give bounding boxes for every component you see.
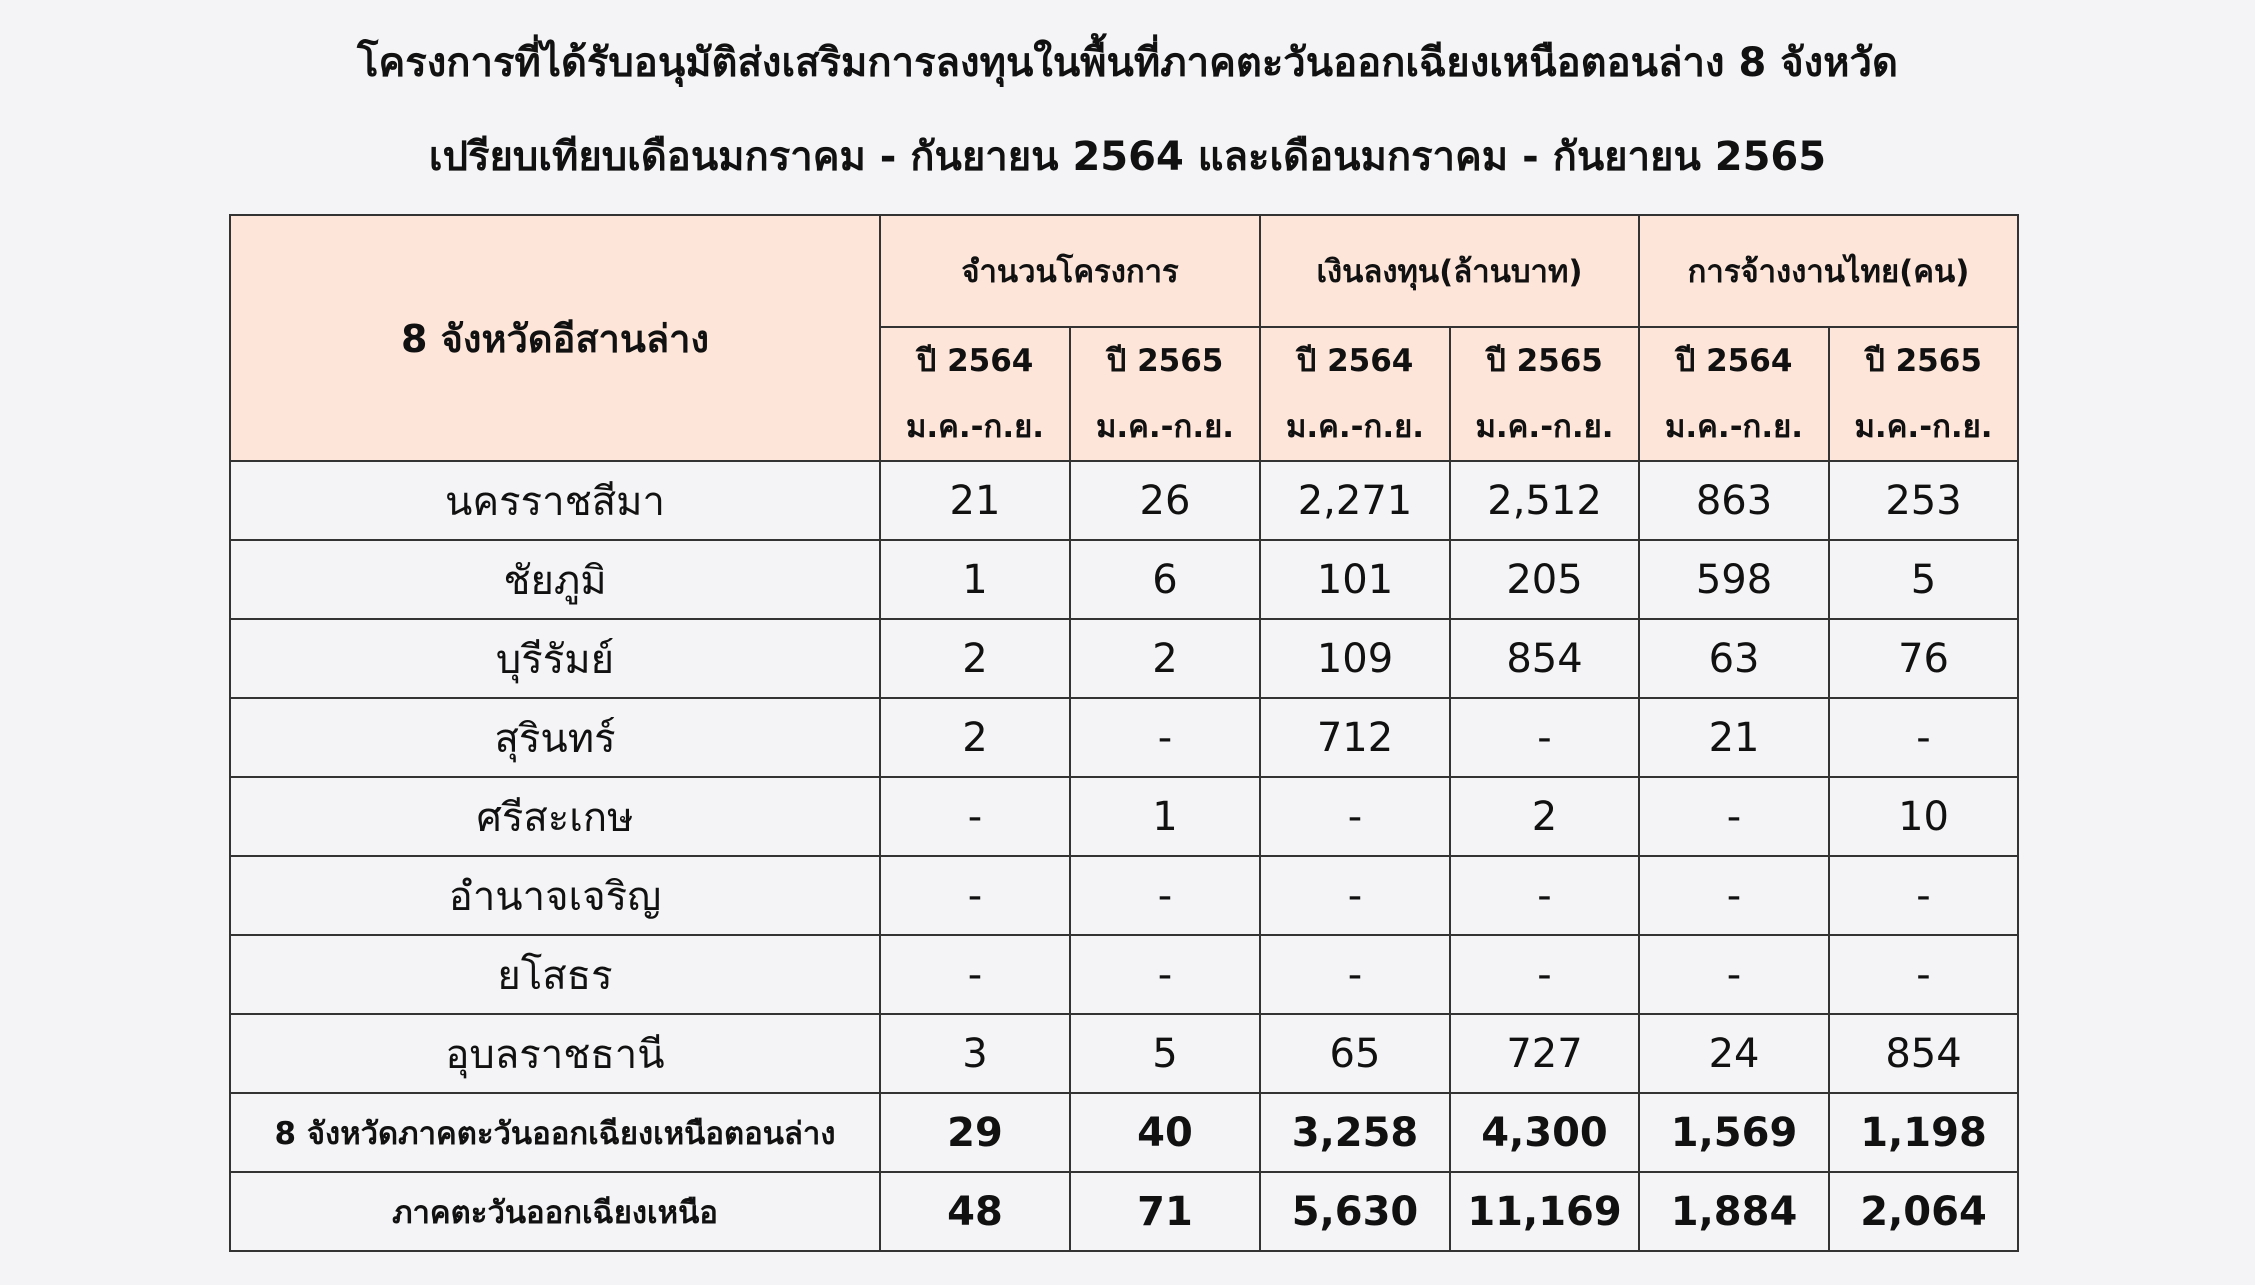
province-name: นครราชสีมา [230, 461, 880, 540]
table-cell: 2,512 [1450, 461, 1639, 540]
investment-table [229, 214, 2019, 1252]
table-cell: - [1260, 935, 1450, 1014]
table-cell: 1 [880, 540, 1070, 619]
total-cell: 71 [1070, 1172, 1260, 1251]
table-cell: - [1829, 935, 2018, 1014]
subheader-employment-2565 [1829, 327, 2018, 461]
table-cell: 2 [1070, 619, 1260, 698]
table-cell: 712 [1260, 698, 1450, 777]
table-cell: - [1829, 856, 2018, 935]
table-cell: - [880, 777, 1070, 856]
period-label: ม.ค.-ก.ย. [1475, 409, 1614, 445]
year-label: ปี 2565 [1486, 343, 1603, 379]
table-cell: 2 [1450, 777, 1639, 856]
table-cell: 5 [1829, 540, 2018, 619]
table-row [230, 1014, 2018, 1093]
total-row-lower-northeast [230, 1093, 2018, 1172]
province-name: อุบลราชธานี [230, 1014, 880, 1093]
total-cell: 1,569 [1639, 1093, 1829, 1172]
province-name: ยโสธร [230, 935, 880, 1014]
table-cell: 598 [1639, 540, 1829, 619]
period-label: ม.ค.-ก.ย. [1095, 409, 1235, 445]
table-cell: 63 [1639, 619, 1829, 698]
table-cell: - [880, 856, 1070, 935]
table-row [230, 777, 2018, 856]
table-cell: - [1450, 698, 1639, 777]
table-cell: - [1639, 777, 1829, 856]
table-cell: - [1450, 935, 1639, 1014]
subheader-employment-2564 [1639, 327, 1829, 461]
table-cell: - [1260, 856, 1450, 935]
province-name: สุรินทร์ [230, 698, 880, 777]
table-cell: - [1829, 698, 2018, 777]
title-line-1: โครงการที่ได้รับอนุมัติส่งเสริมการลงทุนในพื้นที่ภาคตะวันออกเฉียงเหนือตอนล่าง 8 จังหวัด [357, 40, 1898, 86]
table-row [230, 461, 2018, 540]
table-cell: 727 [1450, 1014, 1639, 1093]
total-cell: 3,258 [1260, 1093, 1450, 1172]
year-label: ปี 2564 [1296, 343, 1414, 379]
year-label: ปี 2565 [1106, 343, 1224, 379]
table-cell: 2 [880, 698, 1070, 777]
group-header-employment: การจ้างงานไทย(คน) [1639, 215, 2018, 327]
province-name: ชัยภูมิ [230, 540, 880, 619]
table-cell: - [1070, 935, 1260, 1014]
province-column-header: 8 จังหวัดอีสานล่าง [230, 215, 880, 461]
total-cell: 40 [1070, 1093, 1260, 1172]
province-name: บุรีรัมย์ [230, 619, 880, 698]
subheader-projects-2565 [1070, 327, 1260, 461]
total-cell: 1,198 [1829, 1093, 2018, 1172]
table-cell: 863 [1639, 461, 1829, 540]
table-cell: 2 [880, 619, 1070, 698]
table-cell: - [1070, 856, 1260, 935]
total-cell: 1,884 [1639, 1172, 1829, 1251]
table-cell: 3 [880, 1014, 1070, 1093]
table-cell: 6 [1070, 540, 1260, 619]
period-label: ม.ค.-ก.ย. [1664, 409, 1804, 445]
total-cell: 29 [880, 1093, 1070, 1172]
total-row-northeast [230, 1172, 2018, 1251]
period-label: ม.ค.-ก.ย. [1854, 409, 1993, 445]
year-label: ปี 2564 [916, 343, 1034, 379]
table-row [230, 619, 2018, 698]
table-cell: - [1450, 856, 1639, 935]
table-cell: 21 [880, 461, 1070, 540]
table-cell: - [880, 935, 1070, 1014]
total-cell: 2,064 [1829, 1172, 2018, 1251]
group-header-investment: เงินลงทุน(ล้านบาท) [1260, 215, 1639, 327]
table-cell: 5 [1070, 1014, 1260, 1093]
table-cell: 21 [1639, 698, 1829, 777]
year-label: ปี 2565 [1865, 343, 1982, 379]
table-row [230, 540, 2018, 619]
table-cell: 101 [1260, 540, 1450, 619]
total-cell: 5,630 [1260, 1172, 1450, 1251]
province-name: อำนาจเจริญ [230, 856, 880, 935]
table-cell: 2,271 [1260, 461, 1450, 540]
total-label: ภาคตะวันออกเฉียงเหนือ [230, 1172, 880, 1251]
subheader-investment-2564 [1260, 327, 1450, 461]
table-row [230, 856, 2018, 935]
subheader-investment-2565 [1450, 327, 1639, 461]
period-label: ม.ค.-ก.ย. [905, 409, 1045, 445]
group-header-projects: จำนวนโครงการ [880, 215, 1260, 327]
table-cell: 65 [1260, 1014, 1450, 1093]
title-line-2: เปรียบเทียบเดือนมกราคม - กันยายน 2564 และเดือนมกราคม - กันยายน 2565 [428, 134, 1827, 180]
year-label: ปี 2564 [1675, 343, 1793, 379]
table-cell: 253 [1829, 461, 2018, 540]
table-cell: - [1070, 698, 1260, 777]
total-cell: 48 [880, 1172, 1070, 1251]
table-cell: 109 [1260, 619, 1450, 698]
total-cell: 11,169 [1450, 1172, 1639, 1251]
table-row [230, 698, 2018, 777]
table-cell: 1 [1070, 777, 1260, 856]
province-name: ศรีสะเกษ [230, 777, 880, 856]
table-cell: 205 [1450, 540, 1639, 619]
period-label: ม.ค.-ก.ย. [1285, 409, 1425, 445]
table-cell: - [1260, 777, 1450, 856]
header-row-groups [230, 215, 2018, 327]
table-cell: - [1639, 935, 1829, 1014]
table-cell: 854 [1450, 619, 1639, 698]
table-cell: 10 [1829, 777, 2018, 856]
table-row [230, 935, 2018, 1014]
table-cell: 76 [1829, 619, 2018, 698]
table-cell: 854 [1829, 1014, 2018, 1093]
table-cell: 24 [1639, 1014, 1829, 1093]
subheader-projects-2564 [880, 327, 1070, 461]
table-cell: 26 [1070, 461, 1260, 540]
total-label: 8 จังหวัดภาคตะวันออกเฉียงเหนือตอนล่าง [230, 1093, 880, 1172]
table-cell: - [1639, 856, 1829, 935]
total-cell: 4,300 [1450, 1093, 1639, 1172]
